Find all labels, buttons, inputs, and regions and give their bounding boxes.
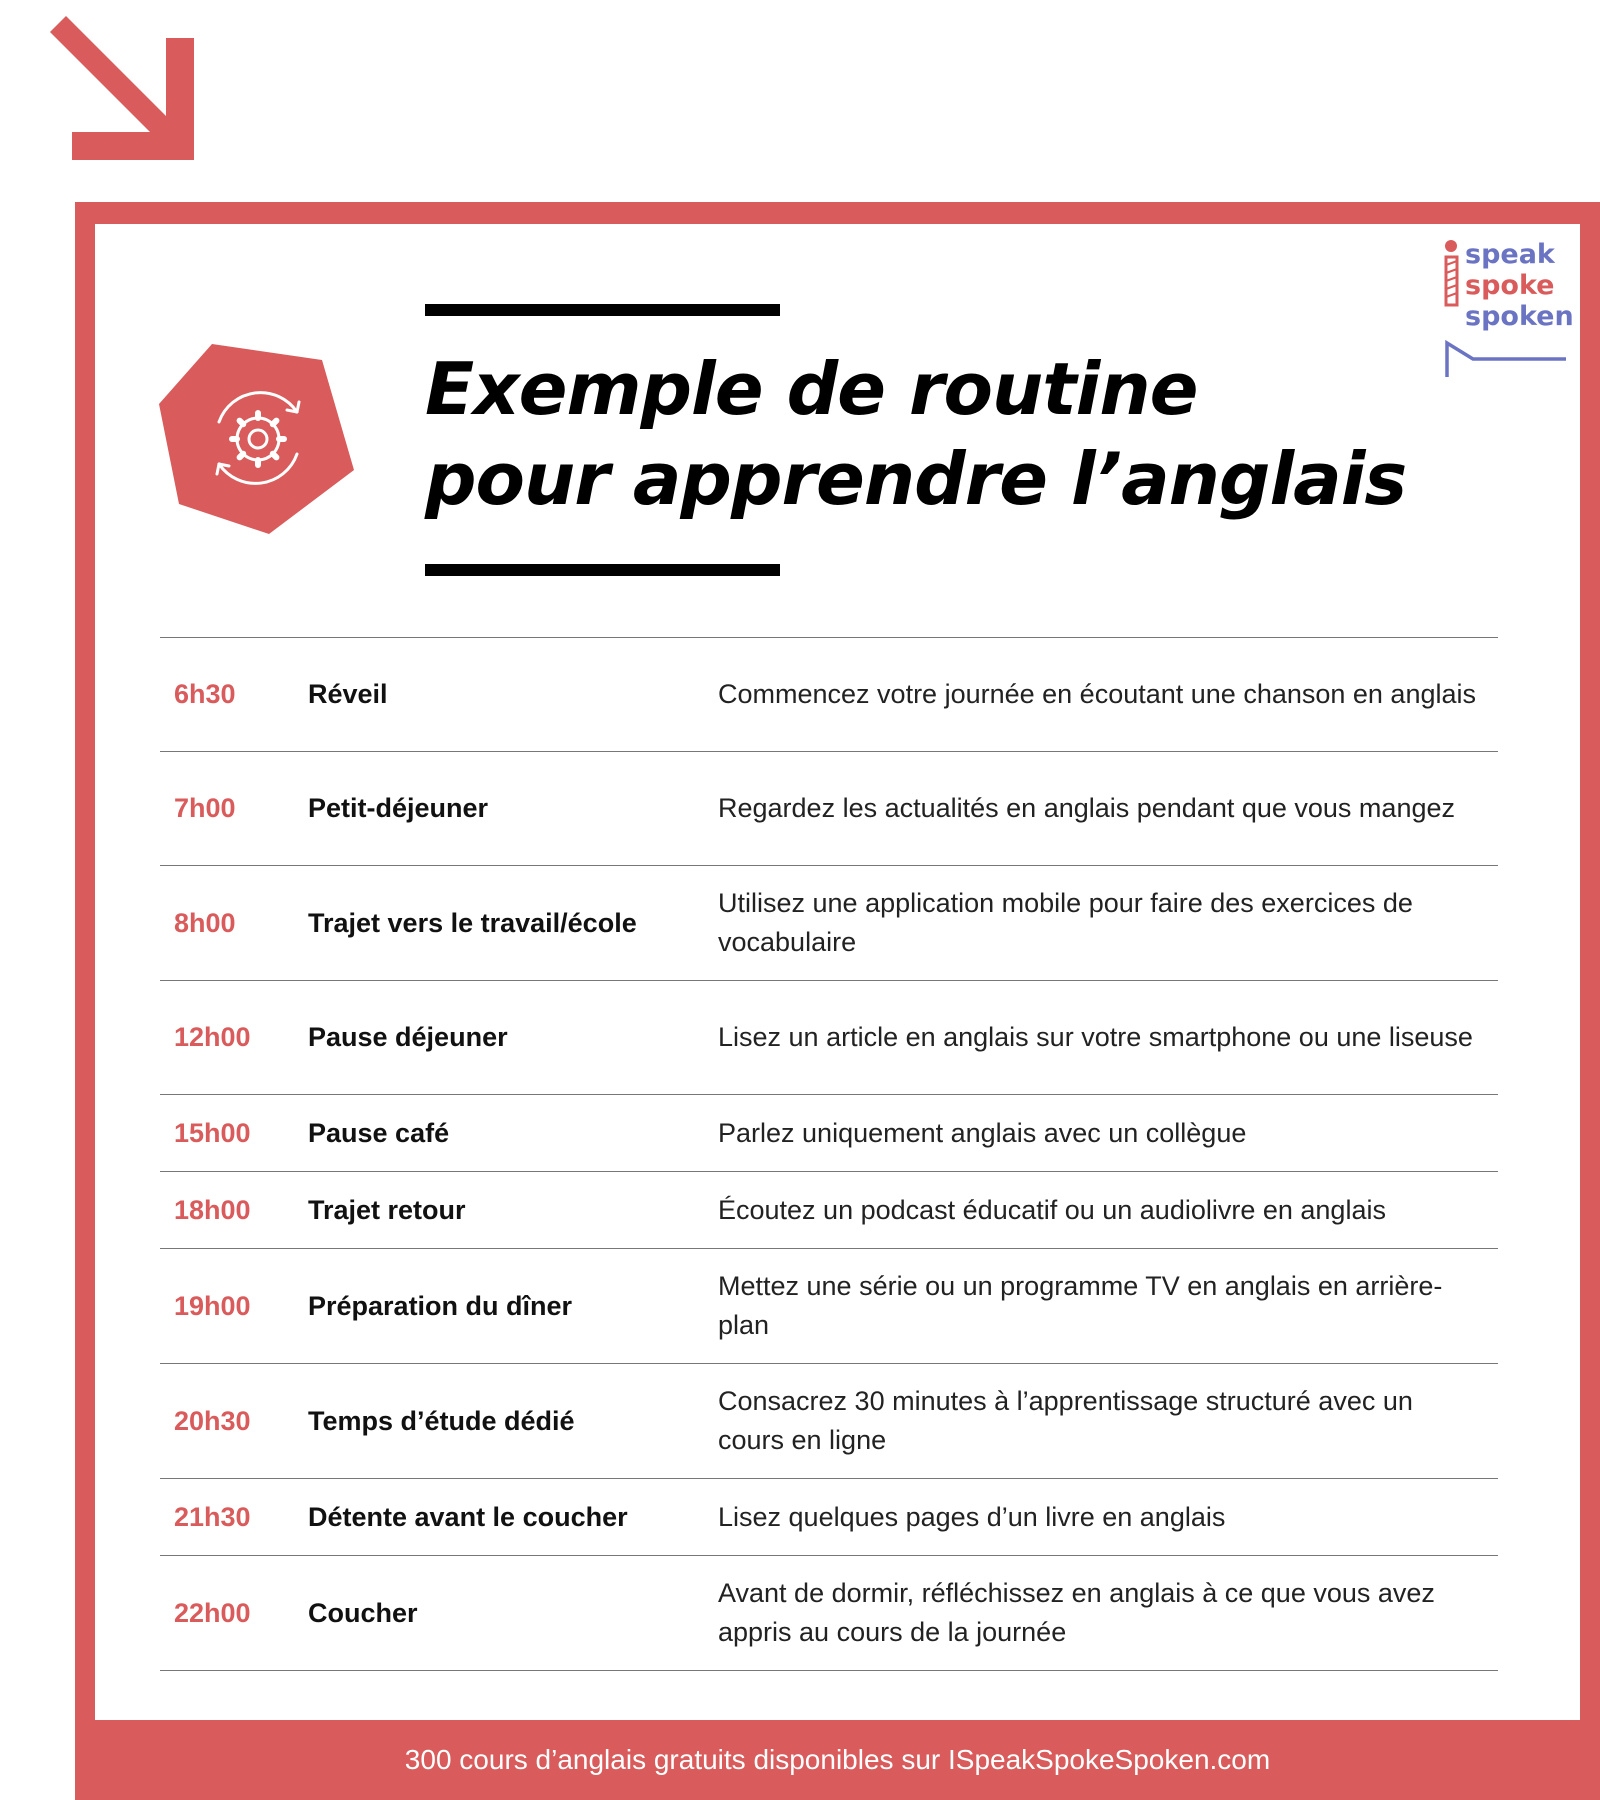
- row-time: 6h30: [174, 679, 236, 709]
- row-activity: Temps d’étude dédié: [308, 1405, 575, 1436]
- title-line-2: pour apprendre l’anglais: [425, 437, 1407, 521]
- table-row: [160, 1249, 1498, 1364]
- logo-wordmark: [1465, 239, 1574, 332]
- row-activity: Trajet vers le travail/école: [308, 907, 637, 938]
- row-time: 8h00: [174, 907, 236, 938]
- row-description: Lisez un article en anglais sur votre smartphone ou une liseuse: [718, 1022, 1473, 1052]
- row-time: 22h00: [174, 1597, 251, 1628]
- row-description: Regardez les actualités en anglais pendant que vous mangez: [718, 793, 1455, 823]
- logo-word-spoken: spoken: [1465, 301, 1574, 332]
- row-activity: Détente avant le coucher: [308, 1501, 628, 1532]
- row-time: 19h00: [174, 1290, 251, 1321]
- row-description: Utilisez une application mobile pour faire des exercices de vocabulaire: [718, 888, 1413, 957]
- row-activity: Pause déjeuner: [308, 1022, 508, 1052]
- table-row: [160, 1556, 1498, 1671]
- row-time: 12h00: [174, 1022, 251, 1052]
- row-description: Lisez quelques pages d’un livre en anglais: [718, 1501, 1226, 1532]
- row-description: Écoutez un podcast éducatif ou un audiolivre en anglais: [718, 1194, 1386, 1225]
- table-row: [160, 638, 1498, 752]
- arrow-down-right-icon: [48, 14, 198, 164]
- letter-i-icon: [1443, 239, 1463, 307]
- row-description: Commencez votre journée en écoutant une chanson en anglais: [718, 679, 1476, 709]
- logo-word-speak: speak: [1465, 239, 1555, 270]
- speech-pointer-icon: [1443, 337, 1568, 382]
- table-row: [160, 752, 1498, 866]
- content-card: [95, 224, 1580, 1720]
- row-activity: Trajet retour: [308, 1194, 466, 1225]
- row-time: 18h00: [174, 1194, 251, 1225]
- table-row: [160, 1172, 1498, 1249]
- footer-text: 300 cours d’anglais gratuits disponibles sur ISpeakSpokeSpoken.com: [404, 1744, 1271, 1775]
- title-line-1: Exemple de routine: [425, 347, 1198, 431]
- routine-table: [160, 637, 1498, 1671]
- row-activity: Pause café: [308, 1117, 450, 1148]
- row-activity: Petit-déjeuner: [308, 793, 489, 823]
- row-time: 7h00: [174, 793, 236, 823]
- row-description: Consacrez 30 minutes à l’apprentissage structuré avec un cours en ligne: [718, 1386, 1413, 1455]
- table-row: [160, 1364, 1498, 1479]
- title-rule-top: [425, 304, 780, 316]
- row-time: 15h00: [174, 1117, 251, 1148]
- table-row: [160, 866, 1498, 981]
- brand-logo: [1443, 239, 1574, 389]
- frame: [75, 202, 1600, 1800]
- logo-word-spoke: spoke: [1465, 270, 1555, 301]
- row-time: 21h30: [174, 1501, 251, 1532]
- gear-cycle-icon: [157, 338, 357, 538]
- page-title: [425, 344, 1406, 524]
- row-activity: Réveil: [308, 679, 388, 709]
- table-row: [160, 981, 1498, 1095]
- row-time: 20h30: [174, 1405, 251, 1436]
- row-description: Avant de dormir, réfléchissez en anglais à ce que vous avez appris au cours de la journée: [718, 1578, 1435, 1647]
- row-activity: Préparation du dîner: [308, 1290, 573, 1321]
- row-description: Mettez une série ou un programme TV en anglais en arrière-plan: [718, 1271, 1443, 1340]
- title-rule-bottom: [425, 564, 780, 576]
- row-activity: Coucher: [308, 1597, 418, 1628]
- table-row: [160, 1479, 1498, 1556]
- row-description: Parlez uniquement anglais avec un collègue: [718, 1117, 1247, 1148]
- table-row: [160, 1095, 1498, 1172]
